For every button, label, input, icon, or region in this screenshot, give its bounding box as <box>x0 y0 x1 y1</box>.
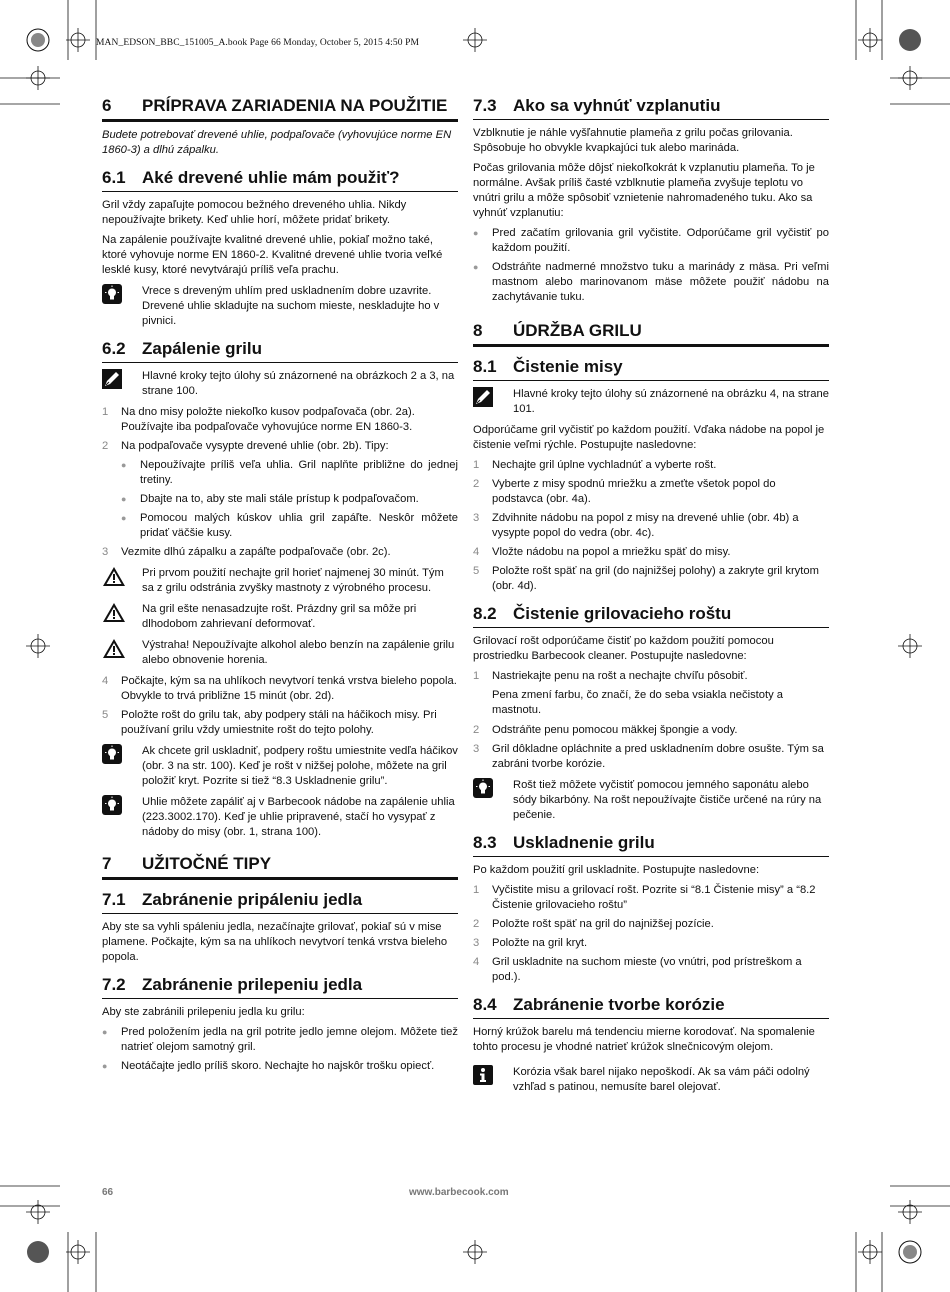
pencil-icon <box>102 369 142 399</box>
list-item: 1 Vyčistite misu a grilovací rošt. Pozrite si “8.1 Čistenie misy” a “8.2 Čistenie grilovacieho roštu” <box>473 884 816 911</box>
list-item: ● Nepoužívajte príliš veľa uhlia. Gril naplňte približne do jednej tretiny. <box>121 459 458 486</box>
steps-list <box>102 405 458 454</box>
paragraph: Grilovací rošt odporúčame čistiť po každom použití pomocou prostriedku Barbecook cleaner. Postupujte nasledovne: <box>473 635 774 662</box>
lightbulb-icon <box>473 778 513 823</box>
steps-list <box>102 674 458 738</box>
warning-icon <box>102 638 142 668</box>
list-item: 4 Vložte nádobu na popol a mriežku späť do misy. <box>473 546 731 558</box>
section-8-2-heading: 8.2 Čistenie grilovacieho roštu <box>473 604 829 628</box>
list-item: 2 Odstráňte penu pomocou mäkkej špongie a vody. <box>473 724 738 736</box>
section-7-1-heading: 7.1 Zabránenie pripáleniu jedla <box>102 890 458 914</box>
paragraph: Horný krúžok barelu má tendenciu mierne korodovať. Na spomalenie tohto procesu je vhodné natrieť krúžok slnečnicovým olejom. <box>473 1026 815 1053</box>
right-column <box>473 96 829 1101</box>
list-item: 1 Na dno misy položte niekoľko kusov podpaľovača (obr. 2a). Používajte iba podpaľovače vyhovujúce norme EN 1860-3. <box>102 406 415 433</box>
steps-list <box>473 883 829 985</box>
list-item: ● Pred položením jedla na gril potrite jedlo jemne olejom. Môžete tiež natrieť olejom samotný gril. <box>102 1026 458 1053</box>
list-item: ● Pomocou malých kúskov uhlia gril zapáľte. Neskôr môžete pridať väčšie kusy. <box>121 512 458 539</box>
section-6-1-heading: 6.1 Aké drevené uhlie mám použiť? <box>102 168 458 192</box>
chapter-7-heading: 7 UŽITOČNÉ TIPY <box>102 854 458 880</box>
steps-list <box>473 669 829 684</box>
warning-note: Na gril ešte nenasadzujte rošt. Prázdny gril sa môže pri dlhodobom zahrievaní deformovať. <box>102 602 458 632</box>
section-7-2-heading: 7.2 Zabránenie prilepeniu jedla <box>102 975 458 999</box>
info-note: Korózia však barel nijako nepoškodí. Ak sa vám páči odolný vzhľad s patinou, nemusíte barel olejovať. <box>473 1065 829 1095</box>
bullet-list <box>473 226 829 305</box>
list-item: ● Dbajte na to, aby ste mali stále prístup k podpaľovačom. <box>121 493 419 505</box>
reference-note: Hlavné kroky tejto úlohy sú znázornené na obrázkoch 2 a 3, na strane 100. <box>102 369 458 399</box>
warning-icon <box>102 566 142 596</box>
warning-note: Výstraha! Nepoužívajte alkohol alebo benzín na zapálenie grilu alebo obnovenie horenia. <box>102 638 458 668</box>
tip-note: Uhlie môžete zapáliť aj v Barbecook nádobe na zapálenie uhlia (223.3002.170). Keď je uhlie pripravené, stačí ho vysypať z nádoby do misy (obr. 1, strana 100). <box>102 795 458 840</box>
list-item: 1 Nechajte gril úplne vychladnúť a vyberte rošt. <box>473 459 717 471</box>
list-item: 3 Vezmite dlhú zápalku a zapáľte podpaľovače (obr. 2c). <box>102 546 391 558</box>
page-number: 66 <box>102 1187 114 1198</box>
lightbulb-icon <box>102 284 142 329</box>
list-item: 4 Gril uskladnite na suchom mieste (vo vnútri, pod prístreškom a pod.). <box>473 956 802 983</box>
paragraph: Odporúčame gril vyčistiť po každom použití. Vďaka nádobe na popol je čistenie veľmi rýchle. Postupujte nasledovne: <box>473 424 825 451</box>
reference-note: Hlavné kroky tejto úlohy sú znázornené na obrázku 4, na strane 101. <box>473 387 829 417</box>
paragraph: Na zapálenie používajte kvalitné drevené uhlie, pokiaľ možno také, ktoré vyhovuje norme EN 1860-2. Kvalitné drevené uhlie tvoria veľké lesklé kusy, ktoré nevytvárajú príliš veľa prachu. <box>102 234 443 276</box>
section-8-1-heading: 8.1 Čistenie misy <box>473 357 829 381</box>
list-item: 5 Položte rošt späť na gril (do najnižšej polohy) a zakryte gril krytom (obr. 4d). <box>473 565 819 592</box>
paragraph: Aby ste zabránili prilepeniu jedla ku grilu: <box>102 1006 305 1018</box>
paragraph: Vzblknutie je náhle vyšľahnutie plameňa z grilu počas grilovania. Spôsobuje ho obvykle kvapkajúci tuk alebo marináda. <box>473 127 793 154</box>
list-item: 2 Vyberte z misy spodnú mriežku a zmeťte všetok popol do podstavca (obr. 4a). <box>473 478 776 505</box>
warning-note: Pri prvom použití nechajte gril horieť najmenej 30 minút. Tým sa z grilu odstránia zvyšky mastnoty z výrobného procesu. <box>102 566 458 596</box>
paragraph: Gril vždy zapaľujte pomocou bežného dreveného uhlia. Nikdy nepoužívajte brikety. Keď uhlie horí, môžete pridať brikety. <box>102 199 407 226</box>
list-item: ● Pred začatím grilovania gril vyčistite. Odporúčame gril vyčistiť po každom použití. <box>473 227 829 254</box>
bullet-list <box>102 1025 458 1074</box>
list-item: 4 Počkajte, kým sa na uhlíkoch nevytvorí tenká vrstva bieleho popola. Obvykle to trvá približne 15 minút (obr. 2d). <box>102 675 457 702</box>
list-item: 3 Položte na gril kryt. <box>473 937 588 949</box>
tip-note: Ak chcete gril uskladniť, podpery roštu umiestnite vedľa háčikov (obr. 3 na str. 100). Keď je rošt v nižšej polohe, môžete na gril položiť kryt. Pozrite si tiež “8.3 Uskladnenie grilu”. <box>102 744 458 789</box>
steps-list <box>473 723 829 772</box>
section-6-2-heading: 6.2 Zapálenie grilu <box>102 339 458 363</box>
info-icon <box>473 1065 513 1095</box>
list-item: ● Odstráňte nadmerné množstvo tuku a marinády z mäsa. Pri veľmi mastnom alebo marinovanom mäse môžete použiť nádobu na zachytávanie tuku. <box>473 261 829 303</box>
footer-url[interactable]: www.barbecook.com <box>409 1187 509 1198</box>
tip-note: Rošt tiež môžete vyčistiť pomocou jemného saponátu alebo sódy bikarbóny. Na rošt nepoužívajte čističe určené na rúry na pečenie. <box>473 778 829 823</box>
section-8-4-heading: 8.4 Zabránenie tvorbe korózie <box>473 995 829 1019</box>
list-item: 2 Položte rošt späť na gril do najnižšej pozície. <box>473 918 714 930</box>
file-header: MAN_EDSON_BBC_151005_A.book Page 66 Monday, October 5, 2015 4:50 PM <box>96 38 420 48</box>
list-item: 5 Položte rošt do grilu tak, aby podpery stáli na háčikoch misy. Pri používaní grilu vždy umiestnite rošt do tejto polohy. <box>102 709 437 736</box>
pencil-icon <box>473 387 513 417</box>
lightbulb-icon <box>102 744 142 789</box>
chapter-6-heading: 6 PRÍPRAVA ZARIADENIA NA POUŽITIE <box>102 96 458 122</box>
lightbulb-icon <box>102 795 142 840</box>
steps-list <box>473 458 829 594</box>
list-item: 3 Zdvihnite nádobu na popol z misy na drevené uhlie (obr. 4b) a vysypte popol do vedra (obr. 4c). <box>473 512 799 539</box>
tips-bullet-list <box>102 458 458 541</box>
section-7-3-heading: 7.3 Ako sa vyhnúť vzplanutiu <box>473 96 829 120</box>
tip-note: Vrece s dreveným uhlím pred uskladnením dobre uzavrite. Drevené uhlie skladujte na suchom mieste, neskladujte ho v pivnici. <box>102 284 458 329</box>
chapter-8-heading: 8 ÚDRŽBA GRILU <box>473 321 829 347</box>
chapter-6-intro: Budete potrebovať drevené uhlie, podpaľovače (vyhovujúce norme EN 1860-3) a dlhú zápalku. <box>102 129 452 156</box>
paragraph: Aby ste sa vyhli spáleniu jedla, nezačínajte grilovať, pokiaľ sú v mise plamene. Počkajte, kým sa na uhlíkoch nevytvorí tenká vrstva bieleho popola. <box>102 921 448 963</box>
list-item: 1 Nastriekajte penu na rošt a nechajte chvíľu pôsobiť. <box>473 670 748 682</box>
list-item: 3 Gril dôkladne opláchnite a pred uskladnením dobre osušte. Tým sa zabráni tvorbe korózie. <box>473 743 824 770</box>
section-8-3-heading: 8.3 Uskladnenie grilu <box>473 833 829 857</box>
step-note: Pena zmení farbu, čo značí, že do seba vsiakla nečistoty a mastnotu. <box>492 689 784 716</box>
steps-list <box>102 545 458 560</box>
list-item: 2 Na podpaľovače vysypte drevené uhlie (obr. 2b). Tipy: <box>102 440 389 452</box>
paragraph: Po každom použití gril uskladnite. Postupujte nasledovne: <box>473 864 760 876</box>
paragraph: Počas grilovania môže dôjsť niekoľkokrát k vzplanutiu plameňa. To je normálne. Avšak príliš časté vzblknutie plameňa zvyšuje teplotu vo vnútri grilu a môže spôsobiť vznietenie nahromadeného tuku. Ako sa vyhnúť vzplanutiu: <box>473 162 815 219</box>
warning-icon <box>102 602 142 632</box>
left-column <box>102 96 458 1078</box>
list-item: ● Neotáčajte jedlo príliš skoro. Nechajte ho najskôr trošku opiecť. <box>102 1060 435 1072</box>
